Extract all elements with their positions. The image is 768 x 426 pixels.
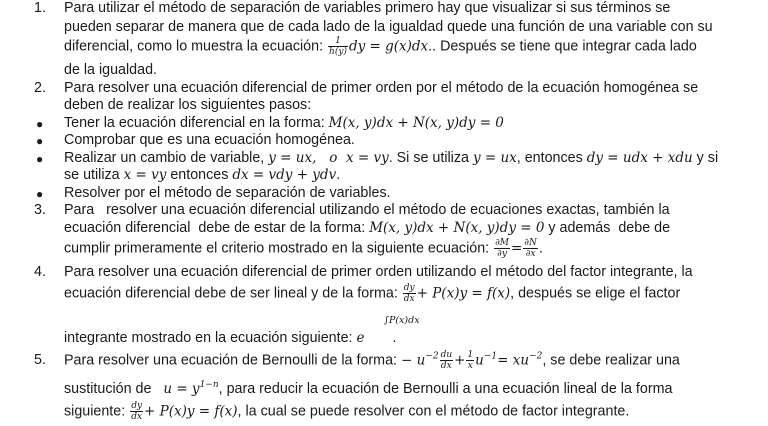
equation: M(x, y)dx + N(x, y)dy = 0 (369, 220, 545, 236)
item-number: 4. (34, 264, 46, 280)
equation-fraction: $\frac{dy}{dx}$ (131, 401, 143, 422)
item-number: 3. (34, 202, 46, 218)
paragraph-line: se utiliza x = vy entonces dx = vdy + ydv. (64, 167, 341, 183)
paragraph-line: sustitución de $u = y^{1-n}$, para reducir la ecuación de Bernoulli a una ecuación lineal de la forma (64, 380, 673, 397)
paragraph-line: Realizar un cambio de variable, y = ux, o x = vy. Si se utiliza y = ux, entonces dy = udx + xdu y si (64, 150, 719, 166)
paragraph-line: cumplir primeramente el criterio mostrado en la siguiente ecuación: $\frac{\partial M}{\partial y}$ = $\frac{\partial N}{\partial x}$ . (64, 238, 543, 259)
paragraph-line: Tener la ecuación diferencial en la forma: M(x, y)dx + N(x, y)dy = 0 (64, 115, 504, 131)
paragraph-line: Para resolver una ecuación diferencial de primer orden por el método de la ecuación homogénea se (64, 80, 699, 96)
item-number: 2. (34, 80, 46, 96)
bullet-icon: ● (36, 152, 44, 166)
bullet-icon: ● (36, 134, 44, 148)
bullet-icon: ● (36, 117, 44, 131)
item-number: 1. (34, 0, 46, 16)
paragraph-line: ecuación diferencial debe de estar de la forma: M(x, y)dx + N(x, y)dy = 0 y además debe de (64, 220, 671, 236)
paragraph-line: Para resolver una ecuación diferencial de primer orden utilizando el método del factor integrante, la (64, 264, 693, 280)
equation-fraction: $\frac{\partial M}{\partial y}$ (495, 238, 509, 259)
paragraph-line: ecuación diferencial debe de ser lineal y de la forma: $\frac{dy}{dx}$ + P(x)y = f(x), después se elige el factor (64, 283, 681, 304)
paragraph-line: Para resolver una ecuación de Bernoulli de la forma: − $u^{-2}$ $\frac{du}{dx}$ + $\frac{1}{x}$ $u^{-1}= xu^{-2}$, se debe realizar una (64, 350, 680, 371)
equation-fraction: $\frac{1}{x}$ (467, 350, 474, 371)
equation-fraction: $\frac{dy}{dx}$ (403, 283, 415, 304)
bullet-icon: ● (36, 187, 44, 201)
equation: + P(x)y = f(x) (416, 285, 511, 302)
paragraph-line: de la igualdad. (64, 62, 158, 78)
equation-fraction: $\frac{du}{dx}$ (440, 350, 453, 371)
paragraph-line: siguiente: $\frac{dy}{dx}$ + P(x)y = f(x), la cual se puede resolver con el método de factor integrante. (64, 401, 630, 422)
equation: M(x, y)dx + N(x, y)dy = 0 (328, 115, 504, 131)
paragraph-line: Para resolver una ecuación diferencial utilizando el método de ecuaciones exactas, también la (64, 202, 670, 218)
integrating-factor-exponent: ∫P(x)dx (384, 315, 420, 326)
paragraph-line: Resolver por el método de separación de variables. (64, 185, 391, 201)
paragraph-line: Comprobar que es una ecuación homogénea. (64, 132, 355, 148)
equation-fraction: $\frac{1}{h(y)}$ (329, 36, 347, 57)
equation-fraction: $\frac{\partial N}{\partial x}$ (524, 238, 537, 259)
paragraph-line: pueden separar de manera que de cada lado de la igualdad quede una función de una variable con su (64, 19, 713, 35)
paragraph-line: integrante mostrado en la ecuación siguiente: e . (64, 330, 397, 346)
paragraph-line: deben de realizar los siguientes pasos: (64, 97, 312, 113)
paragraph-line: Para utilizar el método de separación de variables primero hay que visualizar si sus términos se (64, 0, 671, 16)
paragraph-line: diferencial, como lo muestra la ecuación: $\frac{1}{h(y)}$ dy = g(x)dx.. Después se tiene que integrar cada lado (64, 36, 697, 57)
equation: + P(x)y = f(x) (144, 403, 238, 420)
equation: dy = g(x)dx (348, 38, 429, 55)
item-number: 5. (34, 352, 46, 368)
